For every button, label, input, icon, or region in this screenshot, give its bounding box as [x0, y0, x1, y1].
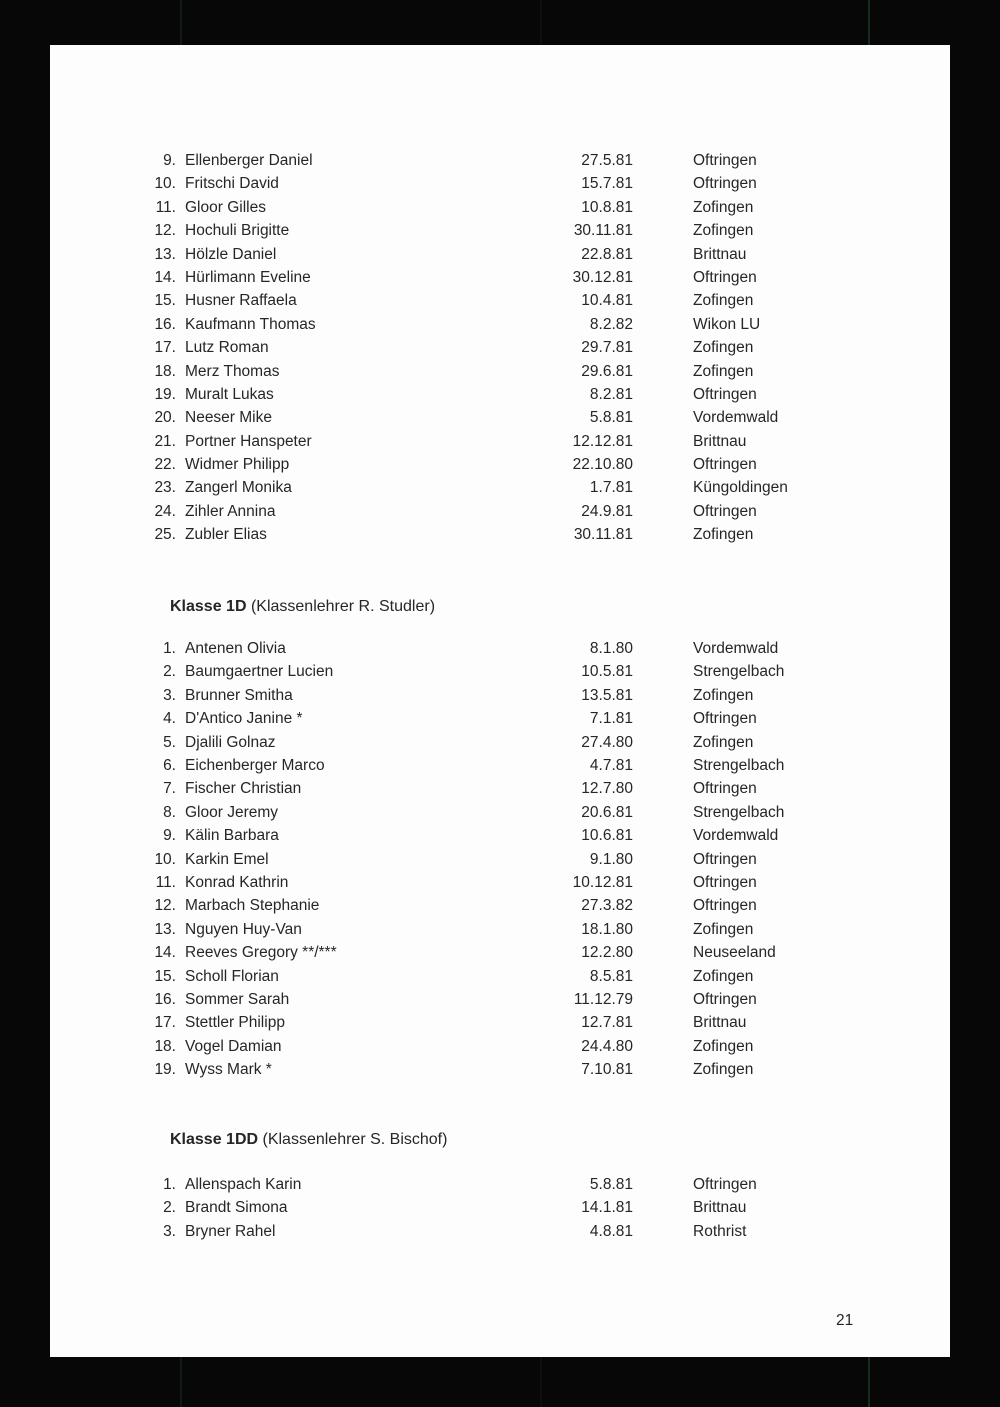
student-name: Scholl Florian — [185, 967, 279, 985]
birth-date: 7.1.81 — [589, 710, 633, 728]
table-row — [50, 1196, 950, 1219]
table-row — [50, 684, 950, 707]
row-number: 18. — [154, 1037, 176, 1055]
student-name: Hölzle Daniel — [185, 245, 277, 263]
row-number: 25. — [154, 526, 176, 544]
student-name: Antenen Olivia — [185, 640, 286, 658]
student-name: Zubler Elias — [185, 526, 267, 544]
row-number: 19. — [154, 385, 176, 403]
table-row — [50, 918, 950, 941]
student-name: Allenspach Karin — [185, 1175, 302, 1193]
home-town: Zofingen — [693, 222, 754, 240]
table-row — [50, 1011, 950, 1034]
birth-date: 27.4.80 — [581, 733, 633, 751]
row-number: 18. — [154, 362, 176, 380]
table-row — [50, 406, 950, 429]
table-row — [50, 941, 950, 964]
table-row — [50, 149, 950, 172]
student-name: Brandt Simona — [185, 1199, 288, 1217]
student-name: Gloor Gilles — [185, 198, 266, 216]
birth-date: 10.5.81 — [581, 663, 633, 681]
table-row — [50, 243, 950, 266]
birth-date: 27.5.81 — [581, 152, 633, 169]
home-town: Oftringen — [693, 456, 757, 474]
home-town: Oftringen — [693, 850, 757, 868]
home-town: Zofingen — [693, 920, 754, 938]
home-town: Neuseeland — [693, 944, 776, 962]
birth-date: 10.12.81 — [572, 873, 633, 891]
row-number: 14. — [154, 268, 176, 286]
student-list-klasse-1d — [50, 637, 950, 1081]
table-row — [50, 383, 950, 406]
table-row — [50, 523, 950, 546]
table-row — [50, 196, 950, 219]
student-name: Sommer Sarah — [185, 990, 290, 1008]
section-heading-teacher-label: (Klassenlehrer R. Studler) — [246, 597, 436, 615]
table-row — [50, 1035, 950, 1058]
home-town: Zofingen — [693, 1037, 754, 1055]
birth-date: 30.12.81 — [572, 268, 633, 286]
row-number: 1. — [163, 1175, 176, 1193]
home-town: Oftringen — [693, 175, 757, 193]
birth-date: 22.10.80 — [572, 456, 633, 474]
birth-date: 14.1.81 — [581, 1199, 633, 1217]
table-row — [50, 172, 950, 195]
student-name: Baumgaertner Lucien — [185, 663, 334, 681]
student-name: Zangerl Monika — [185, 479, 292, 497]
table-row — [50, 871, 950, 894]
section-heading-class-label: Klasse 1DD — [170, 1131, 259, 1149]
row-number: 11. — [155, 873, 176, 891]
birth-date: 7.10.81 — [581, 1061, 633, 1079]
table-row — [50, 476, 950, 499]
home-town: Strengelbach — [693, 756, 785, 774]
row-number: 12. — [154, 897, 176, 915]
home-town: Zofingen — [693, 526, 754, 544]
table-row — [50, 707, 950, 730]
student-name: Portner Hanspeter — [185, 432, 312, 450]
birth-date: 30.11.81 — [573, 526, 633, 544]
student-name: Karkin Emel — [185, 850, 269, 868]
table-row — [50, 988, 950, 1011]
student-name: Eichenberger Marco — [185, 756, 325, 774]
row-number: 2. — [163, 663, 176, 681]
table-row — [50, 430, 950, 453]
table-row — [50, 777, 950, 800]
student-list-klasse-1dd — [50, 1173, 950, 1243]
section-heading-klasse-1d — [170, 595, 950, 618]
home-town: Küngoldingen — [693, 479, 788, 497]
row-number: 3. — [163, 686, 176, 704]
row-number: 22. — [154, 456, 176, 474]
row-number: 16. — [154, 315, 176, 333]
home-town: Vordemwald — [693, 409, 779, 427]
student-name: Marbach Stephanie — [185, 897, 320, 915]
student-name: Nguyen Huy-Van — [185, 920, 302, 938]
student-name: Wyss Mark * — [185, 1061, 272, 1079]
birth-date: 10.8.81 — [581, 198, 633, 216]
birth-date: 11.12.79 — [573, 990, 633, 1008]
home-town: Brittnau — [693, 1014, 747, 1032]
row-number: 9. — [163, 827, 176, 845]
student-name: Konrad Kathrin — [185, 873, 289, 891]
table-row — [50, 637, 950, 660]
home-town: Zofingen — [693, 339, 754, 357]
student-name: D'Antico Janine * — [185, 710, 303, 728]
student-name: Widmer Philipp — [185, 456, 290, 474]
birth-date: 5.8.81 — [589, 1175, 633, 1193]
student-name: Muralt Lukas — [185, 385, 274, 403]
row-number: 10. — [154, 850, 176, 868]
student-name: Ellenberger Daniel — [185, 152, 313, 169]
home-town: Zofingen — [693, 967, 754, 985]
student-list-klasse-1c-continued — [50, 149, 950, 547]
home-town: Oftringen — [693, 873, 757, 891]
birth-date: 12.2.80 — [581, 944, 633, 962]
table-row — [50, 731, 950, 754]
birth-date: 9.1.80 — [589, 850, 633, 868]
document-sheet — [50, 45, 950, 1357]
birth-date: 15.7.81 — [581, 175, 633, 193]
student-name: Gloor Jeremy — [185, 803, 279, 821]
table-row — [50, 894, 950, 917]
student-name: Husner Raffaela — [185, 292, 297, 310]
section-heading-teacher-label: (Klassenlehrer S. Bischof) — [258, 1131, 448, 1149]
home-town: Brittnau — [693, 245, 747, 263]
table-row — [50, 1173, 950, 1196]
birth-date: 1.7.81 — [589, 479, 633, 497]
student-name: Zihler Annina — [185, 502, 276, 520]
birth-date: 8.2.82 — [589, 315, 633, 333]
home-town: Zofingen — [693, 733, 754, 751]
row-number: 23. — [154, 479, 176, 497]
table-row — [50, 1220, 950, 1243]
birth-date: 22.8.81 — [581, 245, 633, 263]
home-town: Zofingen — [693, 198, 754, 216]
student-name: Vogel Damian — [185, 1037, 282, 1055]
row-number: 4. — [163, 710, 176, 728]
table-row — [50, 289, 950, 312]
row-number: 15. — [154, 967, 176, 985]
row-number: 11. — [155, 198, 176, 216]
row-number: 16. — [154, 990, 176, 1008]
home-town: Oftringen — [693, 385, 757, 403]
birth-date: 4.8.81 — [589, 1222, 633, 1240]
row-number: 19. — [154, 1061, 176, 1079]
table-row — [50, 848, 950, 871]
row-number: 5. — [163, 733, 176, 751]
row-number: 15. — [154, 292, 176, 310]
row-number: 8. — [163, 803, 176, 821]
student-name: Merz Thomas — [185, 362, 280, 380]
student-name: Brunner Smitha — [185, 686, 293, 704]
row-number: 13. — [154, 920, 176, 938]
home-town: Zofingen — [693, 686, 754, 704]
row-number: 21. — [154, 432, 176, 450]
home-town: Oftringen — [693, 897, 757, 915]
row-number: 20. — [154, 409, 176, 427]
student-name: Hochuli Brigitte — [185, 222, 290, 240]
row-number: 1. — [163, 640, 176, 658]
table-row — [50, 754, 950, 777]
home-town: Strengelbach — [693, 803, 785, 821]
section-heading-klasse-1dd — [170, 1128, 950, 1151]
birth-date: 20.6.81 — [581, 803, 633, 821]
birth-date: 10.6.81 — [581, 827, 633, 845]
birth-date: 13.5.81 — [581, 686, 633, 704]
birth-date: 8.2.81 — [589, 385, 633, 403]
home-town: Strengelbach — [693, 663, 785, 681]
table-row — [50, 313, 950, 336]
home-town: Oftringen — [693, 1175, 757, 1193]
student-name: Bryner Rahel — [185, 1222, 276, 1240]
student-name: Reeves Gregory **/*** — [185, 944, 337, 962]
table-row — [50, 266, 950, 289]
student-name: Stettler Philipp — [185, 1014, 285, 1032]
table-row — [50, 1058, 950, 1081]
home-town: Brittnau — [693, 432, 747, 450]
row-number: 10. — [154, 175, 176, 193]
home-town: Zofingen — [693, 292, 754, 310]
table-row — [50, 965, 950, 988]
birth-date: 4.7.81 — [589, 756, 633, 774]
page-number: 21 — [836, 1312, 854, 1329]
birth-date: 18.1.80 — [581, 920, 633, 938]
student-name: Kälin Barbara — [185, 827, 279, 845]
row-number: 13. — [154, 245, 176, 263]
row-number: 12. — [154, 222, 176, 240]
student-name: Kaufmann Thomas — [185, 315, 316, 333]
birth-date: 24.9.81 — [581, 502, 633, 520]
table-row — [50, 219, 950, 242]
home-town: Vordemwald — [693, 827, 779, 845]
section-heading-class-label: Klasse 1D — [170, 597, 247, 615]
birth-date: 24.4.80 — [581, 1037, 633, 1055]
document-content — [50, 45, 950, 1243]
row-number: 17. — [154, 339, 176, 357]
student-name: Fischer Christian — [185, 780, 302, 798]
row-number: 24. — [154, 502, 176, 520]
birth-date: 30.11.81 — [573, 222, 633, 240]
student-name: Lutz Roman — [185, 339, 269, 357]
table-row — [50, 660, 950, 683]
birth-date: 12.7.80 — [581, 780, 633, 798]
student-name: Djalili Golnaz — [185, 733, 276, 751]
row-number: 14. — [154, 944, 176, 962]
row-number: 6. — [163, 756, 176, 774]
student-name: Hürlimann Eveline — [185, 268, 311, 286]
home-town: Wikon LU — [693, 315, 761, 333]
table-row — [50, 824, 950, 847]
birth-date: 12.12.81 — [572, 432, 633, 450]
birth-date: 29.6.81 — [581, 362, 633, 380]
home-town: Zofingen — [693, 1061, 754, 1079]
home-town: Rothrist — [693, 1222, 747, 1240]
home-town: Vordemwald — [693, 640, 779, 658]
home-town: Oftringen — [693, 268, 757, 286]
birth-date: 27.3.82 — [581, 897, 633, 915]
student-name: Fritschi David — [185, 175, 279, 193]
table-row — [50, 801, 950, 824]
birth-date: 10.4.81 — [581, 292, 633, 310]
table-row — [50, 453, 950, 476]
home-town: Brittnau — [693, 1199, 747, 1217]
home-town: Oftringen — [693, 152, 757, 169]
row-number: 2. — [163, 1199, 176, 1217]
birth-date: 5.8.81 — [589, 409, 633, 427]
table-row — [50, 360, 950, 383]
table-row — [50, 500, 950, 523]
home-town: Zofingen — [693, 362, 754, 380]
home-town: Oftringen — [693, 502, 757, 520]
row-number: 9. — [163, 152, 176, 169]
birth-date: 12.7.81 — [581, 1014, 633, 1032]
home-town: Oftringen — [693, 780, 757, 798]
home-town: Oftringen — [693, 990, 757, 1008]
birth-date: 8.5.81 — [589, 967, 633, 985]
birth-date: 8.1.80 — [589, 640, 633, 658]
row-number: 3. — [163, 1222, 176, 1240]
row-number: 17. — [154, 1014, 176, 1032]
table-row — [50, 336, 950, 359]
student-name: Neeser Mike — [185, 409, 272, 427]
birth-date: 29.7.81 — [581, 339, 633, 357]
home-town: Oftringen — [693, 710, 757, 728]
row-number: 7. — [163, 780, 176, 798]
